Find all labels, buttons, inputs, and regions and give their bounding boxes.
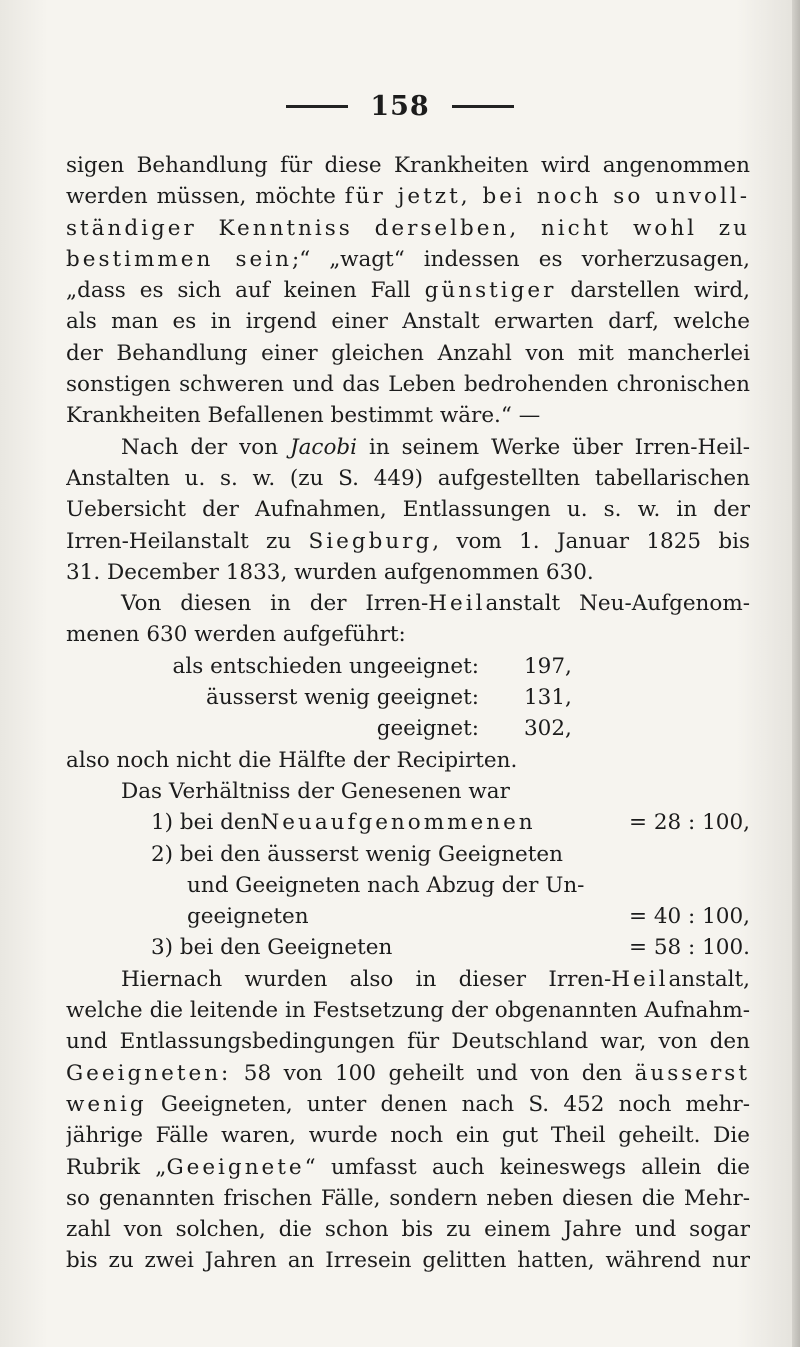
- text-span: „dass es sich auf keinen Fall: [66, 278, 425, 304]
- spaced-text: , bei noch so unvoll-: [460, 184, 750, 210]
- list-label: äusserst wenig geeignet:: [206, 685, 479, 711]
- text-span: werden müssen, möchte: [66, 184, 345, 210]
- text-line: [66, 244, 750, 275]
- text-span: Irren-Heilanstalt zu: [66, 528, 309, 554]
- text-line: [66, 1245, 750, 1276]
- header-rule-right: [452, 105, 514, 108]
- list-label: als entschieden ungeeignet:: [172, 653, 479, 679]
- text-span: der Behandlung einer gleichen Anzahl von mit mancherlei: [66, 340, 750, 366]
- ratio-row: [66, 807, 750, 838]
- text-span: Uebersicht der Aufnahmen, Entlassungen u. s. w. in der: [66, 497, 750, 523]
- text-span: Hiernach wurden also in dieser Irren-: [121, 966, 612, 992]
- header-rule-left: [286, 105, 348, 108]
- text-line: [66, 776, 750, 807]
- ratio-value: = 28 : 100,: [629, 810, 750, 836]
- text-line: [66, 275, 750, 306]
- list-label: geeignet:: [376, 716, 479, 742]
- text-line: [66, 1183, 750, 1214]
- spaced-text: Heil: [611, 966, 669, 992]
- text-span: “ umfasst auch keineswegs allein die: [304, 1154, 750, 1180]
- text-span: 1) bei den: [151, 810, 261, 836]
- text-span: jährige Fälle waren, wurde noch ein gut Theil geheilt. Die: [66, 1123, 750, 1149]
- text-line: [66, 306, 750, 337]
- text-span: menen 630 werden aufgeführt:: [66, 622, 406, 648]
- text-span: sigen Behandlung für diese Krankheiten wird angenommen: [66, 153, 750, 178]
- text-span: 58 von 100 geheilt und von den: [231, 1060, 635, 1086]
- text-line: [66, 369, 750, 400]
- text-span: bis zu zwei Jahren an Irresein gelitten hatten, während nur: [66, 1248, 750, 1274]
- text-line: [66, 432, 750, 463]
- text-span: Rubrik „: [66, 1154, 167, 1180]
- author-name: Jacobi: [289, 434, 358, 460]
- text-span: zahl von solchen, die schon bis zu einem Jahre und sogar: [66, 1217, 750, 1243]
- text-line: [66, 1026, 750, 1057]
- text-span: ;“ „wagt“ indessen es vorherzusagen,: [291, 246, 750, 272]
- text-line: [66, 338, 750, 369]
- ratio-value: = 40 : 100,: [629, 904, 750, 930]
- page-edge: [792, 0, 800, 1347]
- text-span: und Geeigneten nach Abzug der Un-: [187, 872, 585, 898]
- text-line: [66, 181, 750, 212]
- ratio-value: = 58 : 100.: [629, 935, 750, 961]
- spaced-text: wenig: [66, 1091, 147, 1117]
- text-line: [66, 870, 750, 901]
- text-line: [66, 463, 750, 494]
- text-span: Krankheiten Befallenen bestimmt wäre.“ —: [66, 403, 541, 429]
- text-span: darstellen wird,: [556, 278, 750, 304]
- spaced-text: Neuaufgenommenen: [260, 810, 536, 836]
- text-line: [66, 213, 750, 244]
- text-span: also noch nicht die Hälfte der Recipirten.: [66, 747, 518, 773]
- spaced-text: für jetzt: [344, 184, 461, 210]
- list-item: [66, 682, 750, 713]
- spaced-text: bestimmen sein: [66, 246, 292, 272]
- text-span: so genannten frischen Fälle, sondern neben diesen die Mehr-: [66, 1185, 750, 1211]
- text-line: [66, 1214, 750, 1245]
- spaced-text: Geeigneten:: [66, 1060, 232, 1086]
- text-line: [66, 150, 750, 181]
- list-item: [66, 713, 750, 744]
- text-line: [66, 1120, 750, 1151]
- spaced-text: Geeignete: [166, 1154, 305, 1180]
- text-span: Von diesen in der Irren-: [121, 591, 429, 617]
- text-line: [66, 995, 750, 1026]
- text-span: 3) bei den Geeigneten: [151, 935, 393, 961]
- text-span: welche die leitende in Festsetzung der obgenannten Aufnahm-: [66, 998, 750, 1024]
- text-span: 31. December 1833, wurden aufgenommen 630.: [66, 559, 594, 585]
- text-span: geeigneten: [187, 904, 309, 930]
- list-value: 197,: [524, 653, 572, 679]
- text-line: [66, 745, 750, 776]
- spaced-text: Heil: [428, 591, 486, 617]
- text-span: anstalt Neu-Aufgenom-: [485, 591, 750, 617]
- text-line: [66, 557, 750, 588]
- page-number: 158: [370, 90, 430, 122]
- list-value: 131,: [524, 685, 572, 711]
- text-span: als man es in irgend einer Anstalt erwarten darf, welche: [66, 309, 750, 335]
- text-span: Anstalten u. s. w. (zu S. 449) aufgestellten tabellarischen: [66, 465, 750, 491]
- list-item: [66, 651, 750, 682]
- text-line: [66, 839, 750, 870]
- text-span: Das Verhältniss der Genesenen war: [121, 778, 510, 804]
- text-span: Nach der von: [121, 434, 290, 460]
- text-line: [66, 400, 750, 431]
- text-line: [66, 1058, 750, 1089]
- text-line: [66, 1089, 750, 1120]
- spaced-text: Siegburg: [308, 528, 433, 554]
- text-span: , vom 1. Januar 1825 bis: [432, 528, 750, 554]
- spaced-text: günstiger: [424, 278, 557, 304]
- text-span: und Entlassungsbedingungen für Deutschland war, von den: [66, 1029, 750, 1055]
- spaced-text: , nicht wohl zu: [509, 215, 750, 241]
- text-span: Geeigneten, unter denen nach S. 452 noch mehr-: [146, 1091, 750, 1117]
- page-header: [0, 86, 800, 126]
- ratio-row: [66, 901, 750, 932]
- list-value: 302,: [524, 716, 572, 742]
- text-line: [66, 1152, 750, 1183]
- text-line: [66, 526, 750, 557]
- ratio-row: [66, 932, 750, 963]
- text-span: anstalt,: [668, 966, 750, 992]
- text-span: in seinem Werke über Irren-Heil-: [357, 434, 750, 460]
- text-span: sonstigen schweren und das Leben bedrohenden chronischen: [66, 372, 750, 398]
- spaced-text: äusserst: [634, 1060, 750, 1086]
- spaced-text: ständiger Kenntniss derselben: [66, 215, 510, 241]
- text-line: [66, 588, 750, 619]
- text-line: [66, 619, 750, 650]
- text-line: [66, 964, 750, 995]
- body-text: [66, 150, 750, 1277]
- text-span: 2) bei den äusserst wenig Geeigneten: [151, 841, 563, 867]
- text-line: [66, 494, 750, 525]
